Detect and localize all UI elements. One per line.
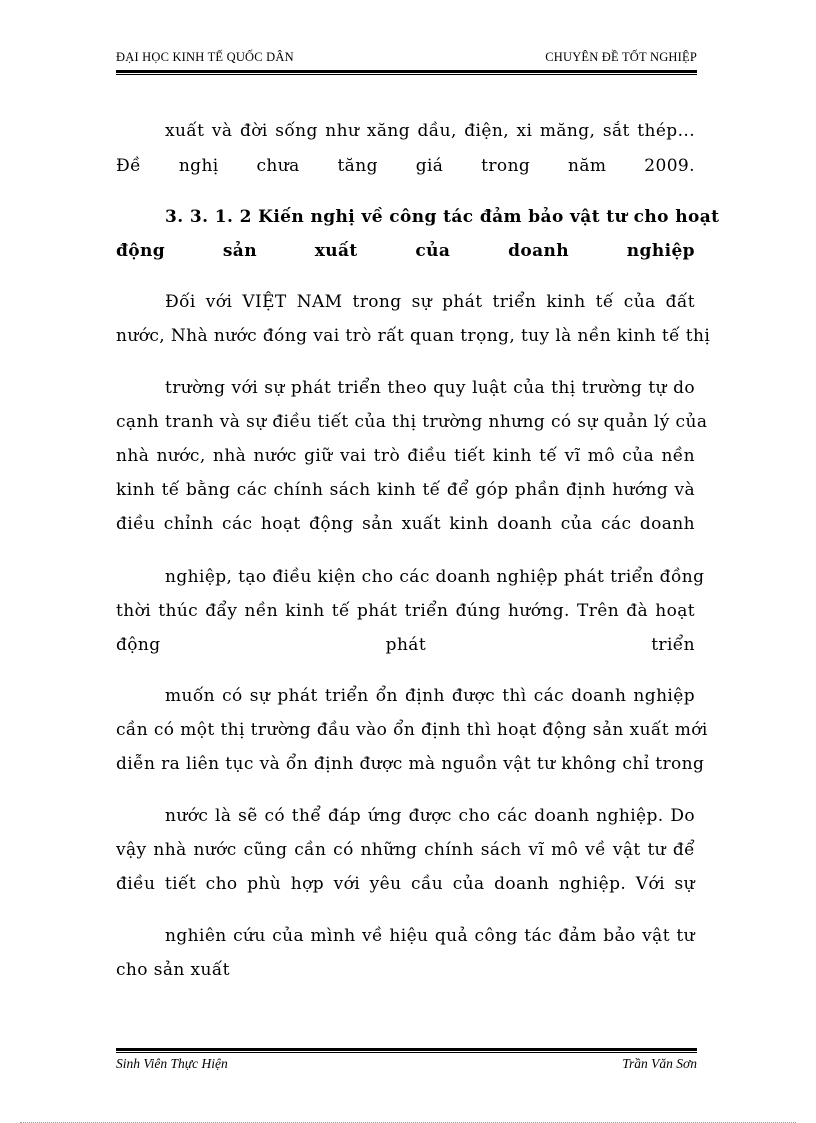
body-line: trường với sự phát triển theo quy luật của thị trường tự do [165, 378, 695, 398]
section-heading-cont: động sản xuất của doanh nghiệp [116, 241, 695, 261]
body-line: cần có một thị trường đầu vào ổn định thì hoạt động sản xuất mới [116, 720, 708, 740]
footer-rule [116, 1048, 697, 1053]
body-line: điều chỉnh các hoạt động sản xuất kinh doanh của các doanh [116, 514, 695, 534]
page-header [116, 50, 697, 68]
footer-author: Trần Văn Sơn [622, 1056, 697, 1071]
body-line: muốn có sự phát triển ổn định được thì các doanh nghiệp [165, 686, 695, 706]
header-university: ĐẠI HỌC KINH TẾ QUỐC DÂN [116, 50, 294, 64]
body-line: nghiệp, tạo điều kiện cho các doanh nghiệp phát triển đồng [165, 567, 705, 587]
body-line: Đối với VIỆT NAM trong sự phát triển kinh tế của đất [165, 292, 695, 312]
body-line: diễn ra liên tục và ổn định được mà nguồn vật tư không chỉ trong [116, 754, 705, 774]
body-line: động phát triển [116, 635, 695, 655]
body-line: vậy nhà nước cũng cần có những chính sách vĩ mô về vật tư để [116, 840, 695, 860]
footer-role: Sinh Viên Thực Hiện [116, 1056, 228, 1071]
body-line: điều tiết cho phù hợp với yêu cầu của doanh nghiệp. Với sự [116, 874, 695, 894]
body-line: cho sản xuất [116, 960, 230, 980]
body-line: xuất và đời sống như xăng dầu, điện, xi măng, sắt thép... [165, 121, 695, 141]
body-line: kinh tế bằng các chính sách kinh tế để góp phần định hướng và [116, 480, 695, 500]
body-line: nghiên cứu của mình về hiệu quả công tác đảm bảo vật tư [165, 926, 695, 946]
body-line: Đề nghị chưa tăng giá trong năm 2009. [116, 156, 695, 176]
body-line: nước, Nhà nước đóng vai trò rất quan trọng, tuy là nền kinh tế thị [116, 326, 711, 346]
page-footer [116, 1056, 697, 1074]
body-line: nhà nước, nhà nước giữ vai trò điều tiết kinh tế vĩ mô của nền [116, 446, 695, 466]
body-line: cạnh tranh và sự điều tiết của thị trường nhưng có sự quản lý của [116, 412, 708, 432]
header-doc-type: CHUYÊN ĐỀ TỐT NGHIỆP [545, 50, 697, 64]
section-heading: 3. 3. 1. 2 Kiến nghị về công tác đảm bảo vật tư cho hoạt [165, 207, 720, 227]
body-line: thời thúc đẩy nền kinh tế phát triển đúng hướng. Trên đà hoạt [116, 601, 695, 621]
body-line: nước là sẽ có thể đáp ứng được cho các doanh nghiệp. Do [165, 806, 695, 826]
header-rule [116, 70, 697, 75]
